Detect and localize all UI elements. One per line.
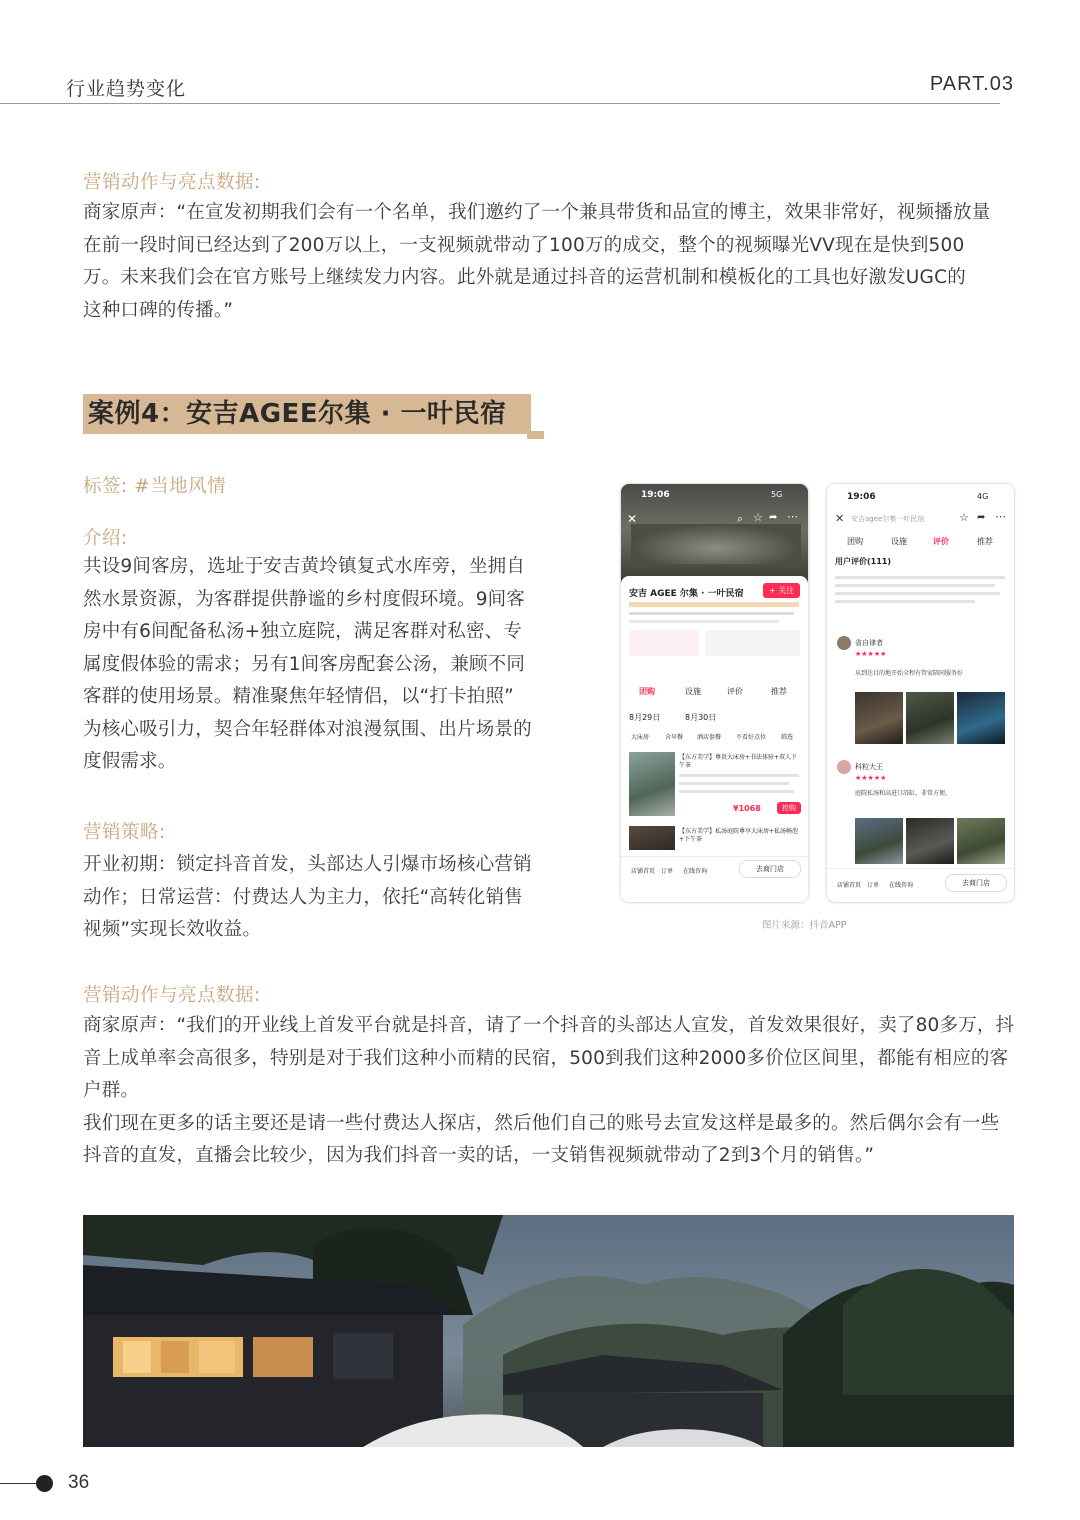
more-icon[interactable]: ⋯ <box>787 510 798 523</box>
phone-screenshot-right <box>827 484 1014 902</box>
more-icon[interactable]: ⋯ <box>995 510 1006 523</box>
hero-scenery <box>631 524 801 564</box>
header-divider <box>0 103 1000 104</box>
page-number-line <box>0 1483 40 1484</box>
deal-title[interactable]: 【东方美学】私汤庭院尊享大床房+私汤畅泡+下午茶 <box>679 828 799 843</box>
address-box[interactable] <box>705 630 800 656</box>
rating-box[interactable] <box>629 630 699 656</box>
block1-paragraph <box>83 197 1023 327</box>
review-summary-row <box>835 584 995 587</box>
intro-line: 为核心吸引力，契合年轻群体对浪漫氛围、出片场景的 <box>83 718 532 740</box>
star-icon[interactable]: ☆ <box>753 511 763 524</box>
review-photo[interactable] <box>855 692 903 744</box>
case-title-tab <box>527 431 544 439</box>
status-time: 19:06 <box>641 490 670 500</box>
deal-thumbnail[interactable] <box>629 752 675 816</box>
nav-divider <box>827 868 1014 869</box>
tab-group-buy[interactable]: 团购 <box>847 537 863 546</box>
status-signal: 5G <box>771 490 783 499</box>
intro-line: 共设9间客房，选址于安吉黄坽镇复式水库旁，坐拥自 <box>83 556 526 577</box>
case-title: 案例4：安吉AGEE尔集 · 一叶民宿 <box>88 399 507 429</box>
nav-divider <box>621 856 808 857</box>
strategy-paragraph <box>83 849 543 947</box>
intro-line: 然水景资源，为客群提供静谧的乡村度假环境。9间客 <box>83 588 526 610</box>
nav-consult[interactable]: 在线咨询 <box>889 882 914 889</box>
image-source-caption: 图片来源：抖音APP <box>762 920 847 931</box>
hotel-name: 安吉 AGEE 尔集 · 一叶民宿 <box>629 589 744 599</box>
filter-chip[interactable]: 酒店套餐 <box>697 734 722 741</box>
rating-stars: ★★★★★ <box>855 774 887 782</box>
deal-title[interactable]: 【东方美学】尊贵大床房+书法体验+双人下午茶 <box>679 754 798 769</box>
tab-facilities[interactable]: 设施 <box>891 537 907 546</box>
reviews-title: 用户评价(111) <box>835 557 892 566</box>
page-number-dot <box>36 1475 53 1492</box>
tab-facilities[interactable]: 设施 <box>685 687 701 696</box>
deal-detail-row <box>679 782 789 785</box>
search-field[interactable]: 安吉agee尔集一叶民宿 <box>851 515 925 523</box>
section-title: 行业趋势变化 <box>66 78 187 100</box>
intro-heading: 介绍: <box>83 528 128 549</box>
page-number: 36 <box>68 1472 90 1493</box>
review-photo[interactable] <box>957 692 1005 744</box>
deal-price: ¥1068 <box>733 804 761 813</box>
review-photo[interactable] <box>906 692 954 744</box>
tab-reviews[interactable]: 评价 <box>727 687 743 696</box>
review-summary-row <box>835 600 975 603</box>
part-label: PART.03 <box>929 73 1014 95</box>
rating-stars: ★★★★★ <box>855 650 887 658</box>
deal-detail-row <box>679 774 799 777</box>
block2-line: 商家原声：“我们的开业线上首发平台就是抖音，请了一个抖音的头部达人宣发，首发效果很好，卖了80多万，抖 <box>83 1015 1015 1036</box>
tab-recommend[interactable]: 推荐 <box>771 687 787 696</box>
meta-row <box>629 620 779 623</box>
deal-detail-row <box>679 790 794 793</box>
close-icon[interactable]: ✕ <box>627 512 638 526</box>
filter-chip[interactable]: 大床房 <box>631 734 650 741</box>
intro-line: 客群的使用场景。精准聚焦年轻情侣，以“打卡拍照” <box>83 686 514 707</box>
avatar[interactable] <box>837 760 851 774</box>
block1-line: 这种口碑的传播。” <box>83 299 234 321</box>
block2-line: 我们现在更多的话主要还是请一些付费达人探店，然后他们自己的账号去宣发这样是最多的。然后偶尔会有一些 <box>83 1112 1000 1134</box>
intro-line: 房中有6间配备私汤+独立庭院，满足客群对私密、专 <box>83 621 523 642</box>
intro-line: 度假需求。 <box>83 751 177 772</box>
go-to-store-button[interactable]: 去商门店 <box>739 860 801 878</box>
block2-line: 户群。 <box>83 1080 140 1101</box>
strategy-line: 动作；日常运营：付费达人为主力，依托“高转化销售 <box>83 886 523 908</box>
review-summary-row <box>835 592 1000 595</box>
star-icon[interactable]: ☆ <box>959 511 969 524</box>
nav-store-home[interactable]: 店铺首页 <box>837 882 862 889</box>
review-text: 从到达目的地开始全程有管家陪同服务好 <box>855 670 964 677</box>
nav-store-home[interactable]: 店铺首页 <box>631 868 656 875</box>
share-icon[interactable]: ➦ <box>769 512 778 523</box>
review-summary-row <box>835 576 1005 579</box>
reviewer-name[interactable]: 科粒大王 <box>855 763 883 771</box>
nav-consult[interactable]: 在线咨询 <box>683 868 708 875</box>
meta-row <box>629 612 794 615</box>
block2-line: 抖音的直发，直播会比较少，因为我们抖音一卖的话，一支销售视频就带动了2到3个月的销售。” <box>83 1145 875 1166</box>
nav-orders[interactable]: 订单 <box>867 882 880 889</box>
strategy-line: 开业初期：锁定抖音首发，头部达人引爆市场核心营销 <box>83 854 532 875</box>
close-icon[interactable]: ✕ <box>835 512 845 525</box>
filter-chip[interactable]: 含早餐 <box>665 734 684 741</box>
avatar[interactable] <box>837 636 851 650</box>
nav-orders[interactable]: 订单 <box>661 868 674 875</box>
tab-group-buy[interactable]: 团购 <box>639 687 655 696</box>
strategy-heading: 营销策略: <box>83 822 166 843</box>
case-tag: 标签: #当地风情 <box>83 476 227 497</box>
intro-line: 属度假体验的需求；另有1间客房配套公汤，兼顾不同 <box>83 653 526 675</box>
review-photo[interactable] <box>906 818 954 864</box>
review-photo[interactable] <box>957 818 1005 864</box>
phone-screenshot-left <box>621 484 808 902</box>
share-icon[interactable]: ➦ <box>977 512 986 523</box>
reviewer-name[interactable]: 省自律者 <box>855 639 883 647</box>
block1-heading: 营销动作与亮点数据: <box>83 172 261 193</box>
status-signal: 4G <box>977 492 989 501</box>
tab-recommend[interactable]: 推荐 <box>977 537 993 546</box>
review-text: 庭院私汤和高进口浴缸，非常方便。 <box>855 790 952 797</box>
block1-line: 商家原声：“在宣发初期我们会有一个名单，我们邀约了一个兼具带货和品宣的博主，效果非常好，视频播放量 <box>83 202 991 223</box>
checkout-date[interactable]: 8月30日 <box>685 713 717 722</box>
block2-line: 音上成单率会高很多，特别是对于我们这种小而精的民宿，500到我们这种2000多价位区间里，都能有相应的客 <box>83 1047 1009 1069</box>
block1-line: 万。未来我们会在官方账号上继续发力内容。此外就是通过抖音的运营机制和模板化的工具也好激发UGC的 <box>83 267 966 288</box>
status-time: 19:06 <box>847 492 876 502</box>
badge-row <box>629 602 799 607</box>
deal-thumbnail[interactable] <box>629 826 675 850</box>
review-photo[interactable] <box>855 818 903 864</box>
filter-chip[interactable]: 筛选 <box>781 734 794 741</box>
follow-button[interactable]: + 关注 <box>763 583 800 598</box>
strategy-line: 视频”实现长效收益。 <box>83 919 262 940</box>
deal-buy-button[interactable]: 抢购 <box>777 802 801 814</box>
checkin-date[interactable]: 8月29日 <box>629 713 661 722</box>
tab-reviews[interactable]: 评价 <box>933 537 949 546</box>
block2-paragraph <box>83 1010 1023 1173</box>
block1-line: 在前一段时间已经达到了200万以上，一支视频就带动了100万的成交，整个的视频曝光VV现在是快到500 <box>83 234 965 256</box>
search-icon[interactable]: ⌕ <box>737 512 744 525</box>
go-to-store-button[interactable]: 去商门店 <box>945 874 1007 892</box>
intro-paragraph <box>83 551 543 779</box>
hotel-info-card <box>621 576 808 902</box>
hotel-exterior-photo <box>83 1215 1014 1447</box>
hotel-exterior-illustration <box>83 1215 1014 1447</box>
filter-chip[interactable]: 不看好点位 <box>736 734 767 741</box>
block2-heading: 营销动作与亮点数据: <box>83 985 261 1006</box>
